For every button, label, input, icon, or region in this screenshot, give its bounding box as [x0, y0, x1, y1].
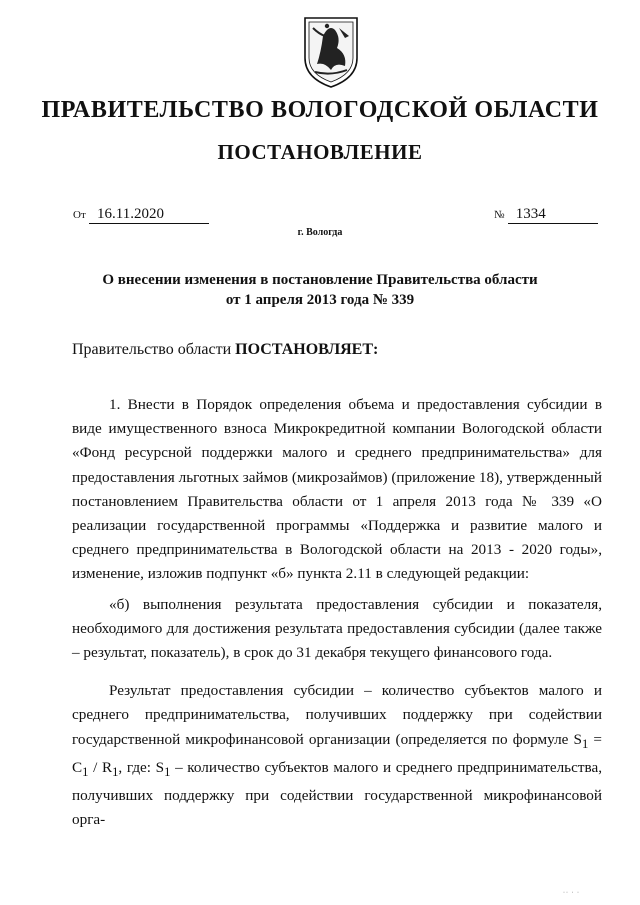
paragraph-2: «б) выполнения результата предоставления субсидии и показателя, необходимого для достижения результата предоставления субсидии (далее также – результат, показатель), в срок до 31 декабря текущего финансового года. — [72, 595, 602, 662]
city: г. Вологда — [297, 227, 343, 238]
subject-line-1: О внесении изменения в постановление Правительства области — [102, 272, 538, 288]
coat-of-arms-icon — [299, 14, 363, 90]
document-number — [494, 206, 598, 224]
p3-part-e: – количество субъектов малого и среднего предпринимательства, получивших поддержку при содействии государственной микрофинансовой орга- — [72, 758, 602, 829]
subject-line-2: от 1 апреля 2013 года № 339 — [225, 292, 415, 308]
date-value: 16.11.2020 — [89, 206, 209, 224]
p3-part-c: / R — [88, 758, 113, 776]
p3-sub-3: 1 — [112, 764, 119, 779]
government-title: ПРАВИТЕЛЬСТВО ВОЛОГОДСКОЙ ОБЛАСТИ — [41, 97, 599, 123]
number-label: № — [494, 209, 505, 221]
document-date — [73, 206, 209, 224]
decree-statement — [72, 341, 378, 359]
paragraph-1: 1. Внести в Порядок определения объема и предоставления субсидии в виде имущественного взноса Микрокредитной компании Вологодской области «Фонд ресурсной поддержки малого и среднего предпринимательства» для предоставления льготных займов (микрозаймов) (приложение 18), утвержденный постановлением Правительства области от 1 апреля 2013 года № 339 «О реализации государственной программы «Поддержка и развитие малого и среднего предпринимательства в Вологодской области на 2013 - 2020 годы», изменение, изложив подпункт «б» пункта 2.11 в следующей редакции: — [72, 396, 602, 583]
decree-verb: ПОСТАНОВЛЯЕТ: — [235, 341, 379, 358]
p3-sub-4: 1 — [164, 764, 171, 779]
p3-part-d: , где: S — [118, 758, 165, 776]
p3-sub-2: 1 — [82, 764, 89, 779]
document-subject — [0, 270, 640, 310]
decree-prefix: Правительство области — [72, 341, 236, 358]
document-type: ПОСТАНОВЛЕНИЕ — [217, 140, 423, 164]
p3-sub-1: 1 — [581, 736, 589, 751]
p3-part-b: = C — [72, 730, 602, 776]
date-label: От — [73, 209, 86, 221]
scan-artifact: ·· · · — [563, 890, 580, 896]
paragraph-3 — [72, 679, 602, 832]
number-value: 1334 — [508, 206, 598, 224]
p3-part-a: Результат предоставления субсидии – количество субъектов малого и среднего предпринимательства, получивших поддержку при содействии государственной микрофинансовой организации (определяется по формуле S — [72, 682, 602, 748]
document-body — [72, 393, 602, 833]
